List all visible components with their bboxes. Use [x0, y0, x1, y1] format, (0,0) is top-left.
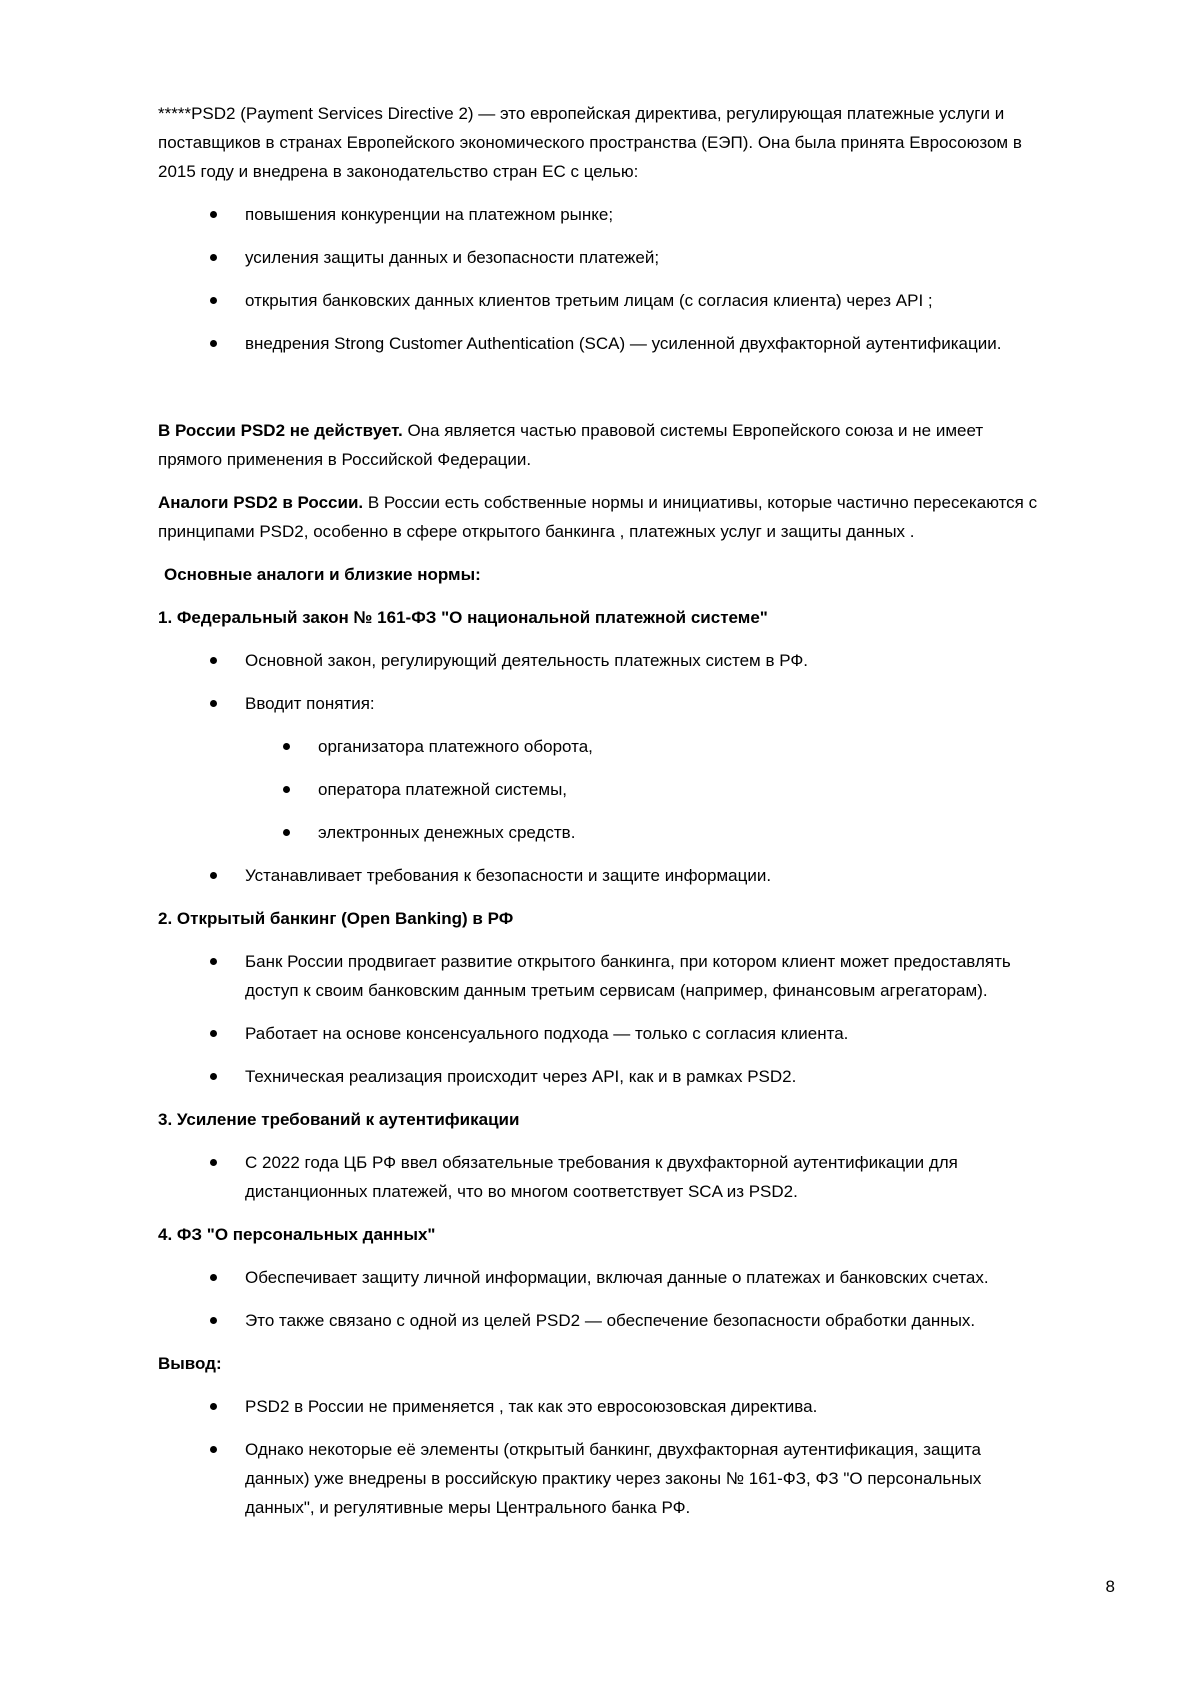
section-heading	[158, 603, 1042, 632]
list-item	[158, 818, 1042, 847]
section-heading	[158, 560, 1042, 589]
text-run: 2. Открытый банкинг (Open Banking) в РФ	[158, 909, 514, 928]
list-item	[158, 947, 1042, 1005]
list-item	[158, 1062, 1042, 1091]
text-run: Основные аналоги и близкие нормы:	[164, 565, 481, 584]
paragraph	[158, 416, 1042, 474]
section-heading	[158, 904, 1042, 933]
list-item-text: электронных денежных средств.	[318, 823, 576, 842]
bullet-list	[158, 947, 1042, 1091]
bullet-icon	[210, 1274, 217, 1281]
list-item	[158, 775, 1042, 804]
bullet-icon	[210, 297, 217, 304]
list-item-text: С 2022 года ЦБ РФ ввел обязательные требования к двухфакторной аутентификации для дистанционных платежей, что во многом соответствует SCA из PSD2.	[245, 1153, 958, 1201]
bullet-icon	[210, 1073, 217, 1080]
list-item-text: оператора платежной системы,	[318, 780, 568, 799]
list-item-text: Однако некоторые её элементы (открытый банкинг, двухфакторная аутентификация, защита данных) уже внедрены в российскую практику через законы № 161-ФЗ, ФЗ "О персональных данных", и регулятивные меры Центрального банка РФ.	[245, 1440, 982, 1517]
list-item	[158, 286, 1042, 315]
text-run: Аналоги PSD2 в России.	[158, 493, 364, 512]
text-run: В России есть собственные нормы и инициативы, которые частично пересекаются с принципами PSD2, особенно в сфере открытого банкинга , платежных услуг и защиты данных .	[158, 493, 1038, 541]
list-item	[158, 329, 1042, 358]
text-run: Вывод:	[158, 1354, 222, 1373]
bullet-icon	[210, 1403, 217, 1410]
bullet-list	[158, 1392, 1042, 1522]
text-run: 4. ФЗ "О персональных данных"	[158, 1225, 436, 1244]
bullet-list	[158, 646, 1042, 718]
bullet-icon	[210, 657, 217, 664]
bullet-icon	[210, 958, 217, 965]
list-item-text: организатора платежного оборота,	[318, 737, 593, 756]
bullet-icon	[210, 1030, 217, 1037]
document-content	[158, 99, 1042, 1536]
bullet-icon	[210, 211, 217, 218]
vertical-spacer	[158, 372, 1042, 416]
list-item	[158, 861, 1042, 890]
list-item-text: Это также связано с одной из целей PSD2 — обеспечение безопасности обработки данных.	[245, 1311, 976, 1330]
bullet-icon	[283, 743, 290, 750]
section-heading	[158, 1220, 1042, 1249]
list-item	[158, 1306, 1042, 1335]
list-item-text: Основной закон, регулирующий деятельность платежных систем в РФ.	[245, 651, 809, 670]
text-run: *****PSD2 (Payment Services Directive 2) — это европейская директива, регулирующая платежные услуги и поставщиков в странах Европейского экономического пространства (ЕЭП). Она была принята Евросоюзом в 2015 году и внедрена в законодательство стран ЕС с целью:	[158, 104, 1022, 181]
list-item	[158, 1263, 1042, 1292]
text-run: 1. Федеральный закон № 161-ФЗ "О национальной платежной системе"	[158, 608, 768, 627]
list-item-text: Техническая реализация происходит через API, как и в рамках PSD2.	[245, 1067, 797, 1086]
list-item-text: Устанавливает требования к безопасности и защите информации.	[245, 866, 772, 885]
list-item-text: Вводит понятия:	[245, 694, 375, 713]
list-item	[158, 732, 1042, 761]
bullet-icon	[210, 872, 217, 879]
paragraph	[158, 99, 1042, 186]
list-item	[158, 646, 1042, 675]
list-item	[158, 200, 1042, 229]
bullet-icon	[283, 786, 290, 793]
list-item-text: открытия банковских данных клиентов третьим лицам (с согласия клиента) через API ;	[245, 291, 933, 310]
bullet-icon	[210, 254, 217, 261]
list-item-text: PSD2 в России не применяется , так как это евросоюзовская директива.	[245, 1397, 818, 1416]
bullet-icon	[210, 1317, 217, 1324]
list-item-text: Банк России продвигает развитие открытого банкинга, при котором клиент может предоставлять доступ к своим банковским данным третьим сервисам (например, финансовым агрегаторам).	[245, 952, 1011, 1000]
bullet-list	[158, 732, 1042, 847]
page-number: 8	[1105, 1577, 1115, 1596]
bullet-list	[158, 200, 1042, 358]
section-heading	[158, 1105, 1042, 1134]
paragraph	[158, 488, 1042, 546]
list-item-text: внедрения Strong Customer Authentication (SCA) — усиленной двухфакторной аутентификации.	[245, 334, 1002, 353]
bullet-list	[158, 861, 1042, 890]
list-item	[158, 689, 1042, 718]
list-item-text: усиления защиты данных и безопасности платежей;	[245, 248, 660, 267]
list-item	[158, 1392, 1042, 1421]
bullet-icon	[210, 340, 217, 347]
bullet-icon	[210, 1446, 217, 1453]
list-item	[158, 243, 1042, 272]
text-run: 3. Усиление требований к аутентификации	[158, 1110, 520, 1129]
text-run: Она является частью правовой системы Европейского союза и не имеет прямого применения в Российской Федерации.	[158, 421, 984, 469]
list-item	[158, 1148, 1042, 1206]
bullet-icon	[283, 829, 290, 836]
text-run: В России PSD2 не действует.	[158, 421, 403, 440]
section-heading	[158, 1349, 1042, 1378]
list-item-text: Работает на основе консенсуального подхода — только с согласия клиента.	[245, 1024, 849, 1043]
list-item	[158, 1435, 1042, 1522]
list-item	[158, 1019, 1042, 1048]
bullet-list	[158, 1148, 1042, 1206]
bullet-list	[158, 1263, 1042, 1335]
bullet-icon	[210, 700, 217, 707]
page-footer	[1106, 1572, 1115, 1601]
list-item-text: Обеспечивает защиту личной информации, включая данные о платежах и банковских счетах.	[245, 1268, 989, 1287]
list-item-text: повышения конкуренции на платежном рынке;	[245, 205, 614, 224]
bullet-icon	[210, 1159, 217, 1166]
